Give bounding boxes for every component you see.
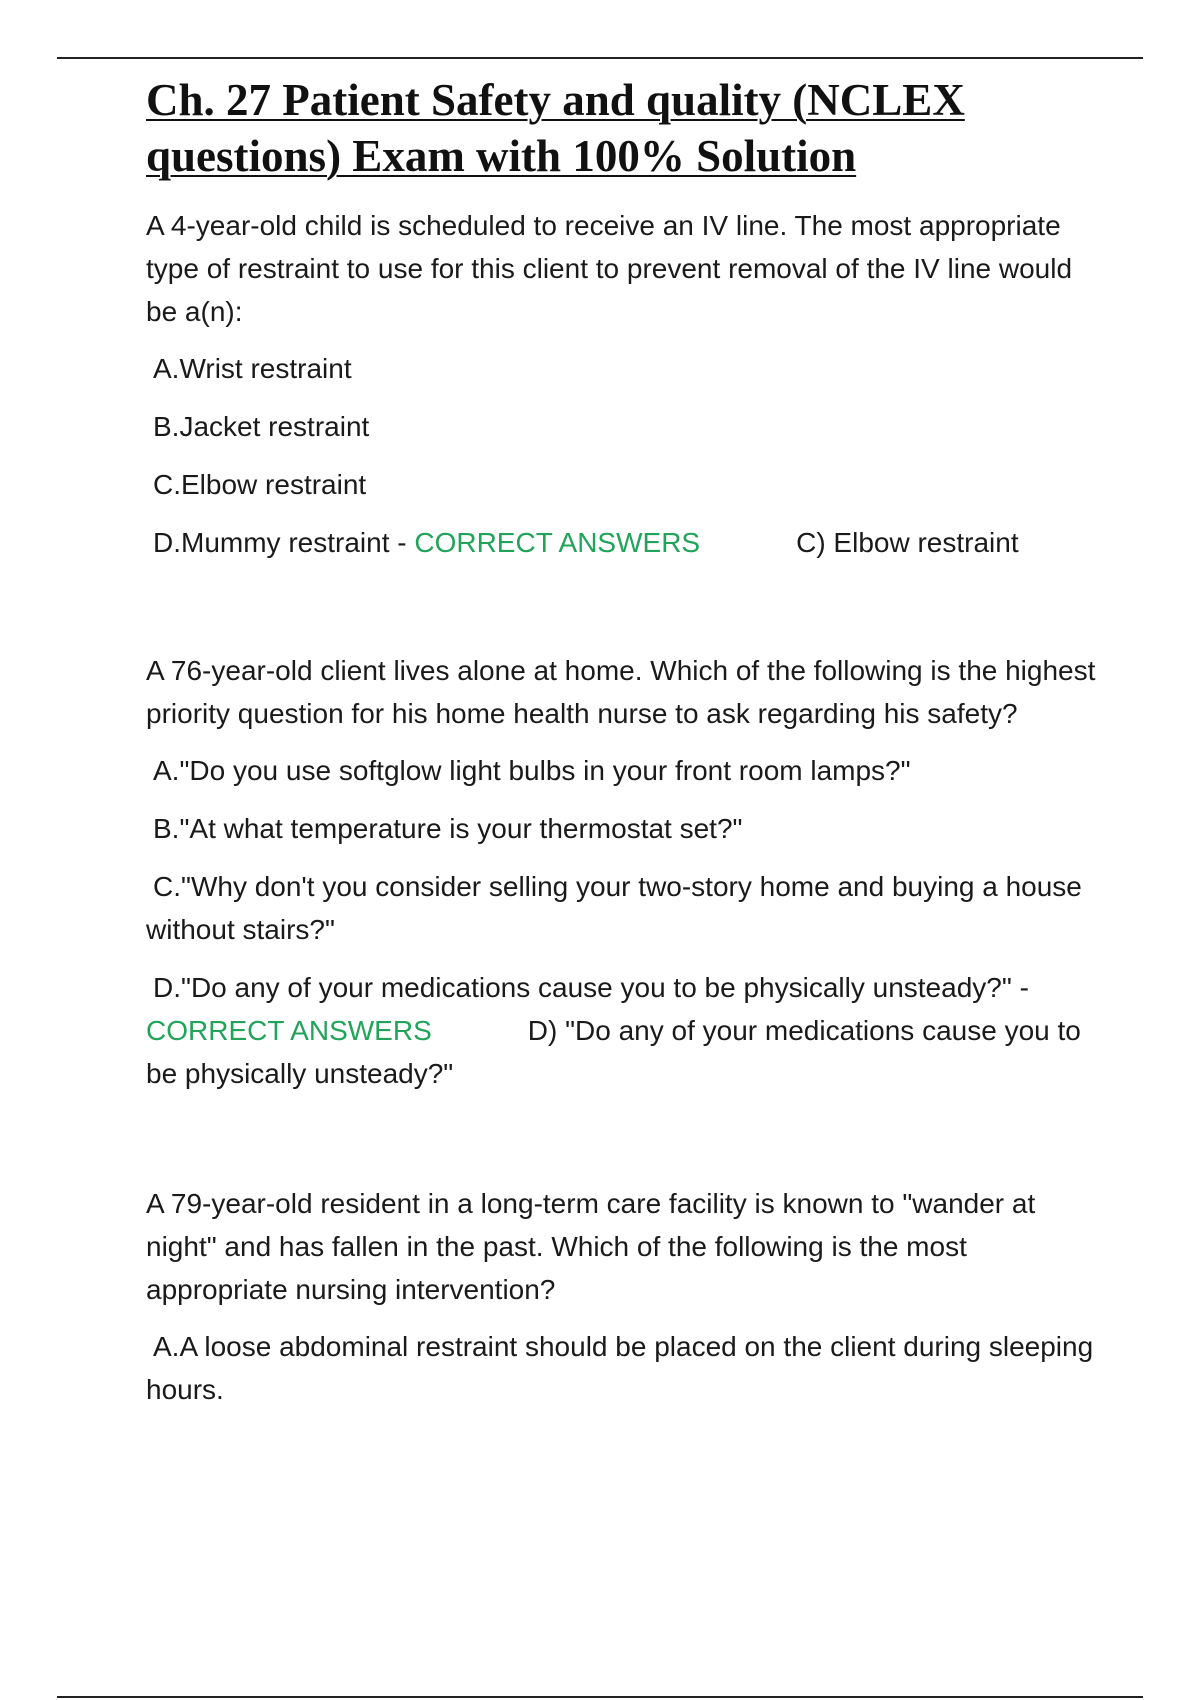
document-body	[146, 72, 1096, 1426]
question-2	[146, 649, 1096, 1095]
option-c	[146, 865, 1096, 951]
option-c-text: C."Why don't you consider selling your two-story home and buying a house without stairs?"	[146, 871, 1082, 945]
bottom-rule	[57, 1696, 1143, 1698]
option-d: D.Mummy restraint -	[153, 527, 415, 558]
document-title: Ch. 27 Patient Safety and quality (NCLEX questions) Exam with 100% Solution	[146, 75, 965, 181]
question-3	[146, 1182, 1096, 1411]
top-rule	[57, 57, 1143, 59]
option-a: A."Do you use softglow light bulbs in your front room lamps?"	[153, 755, 911, 786]
question-stem: A 76-year-old client lives alone at home. Which of the following is the highest priority question for his home health nurse to ask regarding his safety?	[146, 655, 1096, 729]
option-d-with-answer	[146, 521, 1096, 564]
option-b: B."At what temperature is your thermostat set?"	[153, 813, 743, 844]
option-c: C.Elbow restraint	[153, 469, 367, 500]
answer-text: C) Elbow restraint	[796, 527, 1019, 558]
question-stem: A 79-year-old resident in a long-term care facility is known to "wander at night" and has fallen in the past. Which of the following is the most appropriate nursing intervention?	[146, 1188, 1036, 1305]
answer-text: D) "Do any of your medications cause you to be physically unsteady?"	[146, 1015, 1081, 1089]
option-d-with-answer	[146, 966, 1096, 1095]
option-a: A.Wrist restraint	[153, 353, 352, 384]
correct-answers-label: CORRECT ANSWERS	[414, 527, 701, 558]
question-1	[146, 204, 1096, 564]
question-stem: A 4-year-old child is scheduled to receive an IV line. The most appropriate type of restraint to use for this client to prevent removal of the IV line would be a(n):	[146, 210, 1073, 327]
correct-answers-label: CORRECT ANSWERS	[146, 1015, 432, 1046]
option-a-text: A.A loose abdominal restraint should be placed on the client during sleeping hours.	[146, 1331, 1094, 1405]
option-b: B.Jacket restraint	[153, 411, 370, 442]
option-d: D."Do any of your medications cause you to be physically unsteady?" -	[153, 972, 1029, 1003]
option-a	[146, 1325, 1096, 1411]
